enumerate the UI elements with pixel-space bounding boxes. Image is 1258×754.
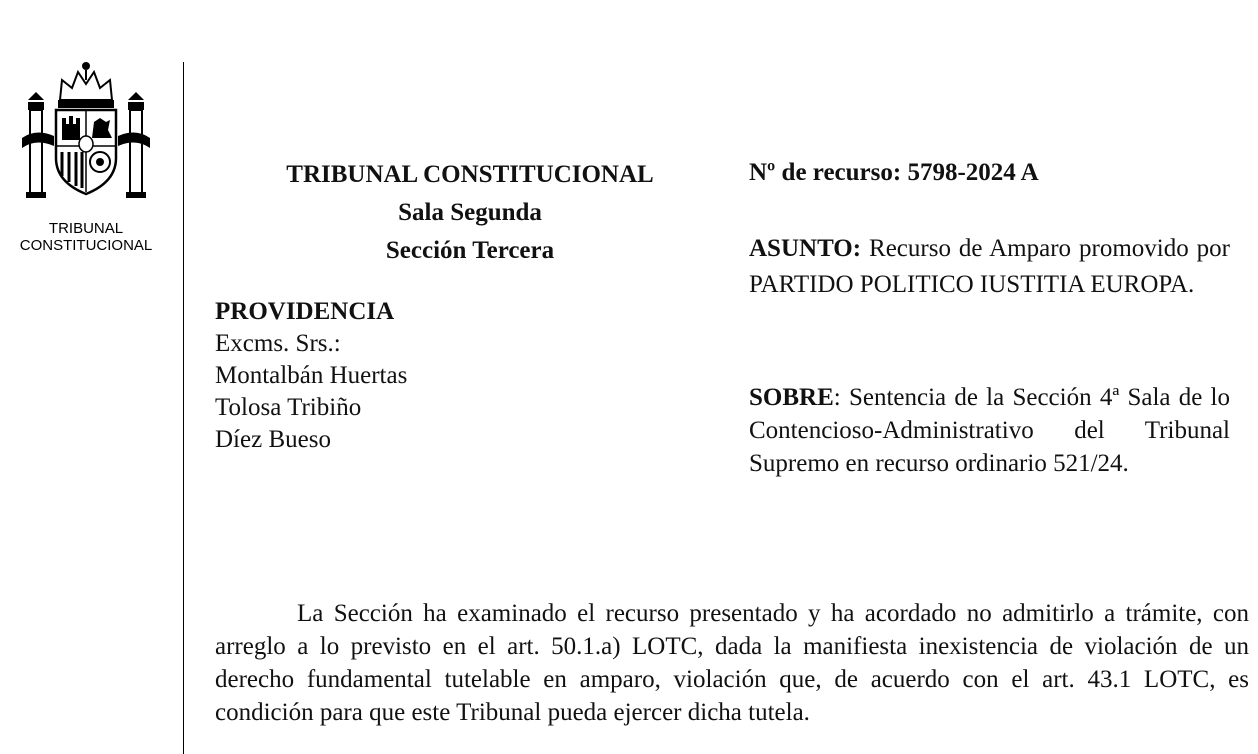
logo-label-line1: TRIBUNAL xyxy=(48,220,124,237)
seccion-name: Sección Tercera xyxy=(385,237,555,264)
coat-of-arms-icon xyxy=(20,58,152,200)
magistrado-name: Díez Bueso xyxy=(215,426,331,453)
asunto-text: Recurso de Amparo promovido por PARTIDO POLITICO IUSTITIA EUROPA. xyxy=(749,235,1230,298)
margin-divider xyxy=(183,62,184,754)
court-heading xyxy=(240,156,700,270)
recurso-number-line xyxy=(749,155,1230,191)
sala-name: Sala Segunda xyxy=(398,199,542,226)
logo-label-line2: CONSTITUCIONAL xyxy=(19,237,153,254)
providencia-title: PROVIDENCIA xyxy=(215,298,395,325)
resolution-paragraph: La Sección ha examinado el recurso presentado y ha acordado no admitirlo a trámite, con arreglo a lo previsto en el art. 50.1.a) LOTC, dada la manifiesta inexistencia de violación de un derecho fundamental tutelable en amparo, violación que, de acuerdo con el art. 43.1 LOTC, es condición para que este Tribunal pueda ejercer dicha tutela. xyxy=(215,600,1249,726)
providencia-block xyxy=(215,296,407,456)
recurso-label: Nº de recurso: xyxy=(749,159,902,186)
magistrado-name: Tolosa Tribiño xyxy=(215,394,362,421)
sobre-block xyxy=(749,381,1230,480)
sobre-label: SOBRE xyxy=(749,384,834,411)
asunto-block xyxy=(749,231,1230,303)
court-name: TRIBUNAL CONSTITUCIONAL xyxy=(286,161,654,188)
magistrado-name: Montalbán Huertas xyxy=(215,362,408,389)
asunto-label: ASUNTO: xyxy=(749,235,862,262)
excms-label: Excms. Srs.: xyxy=(215,330,341,357)
court-logo xyxy=(14,58,158,254)
sobre-text: : Sentencia de la Sección 4ª Sala de lo Contencioso-Administrativo del Tribunal Supremo en recurso ordinario 521/24. xyxy=(749,384,1230,477)
recurso-number: 5798-2024 A xyxy=(907,159,1039,186)
